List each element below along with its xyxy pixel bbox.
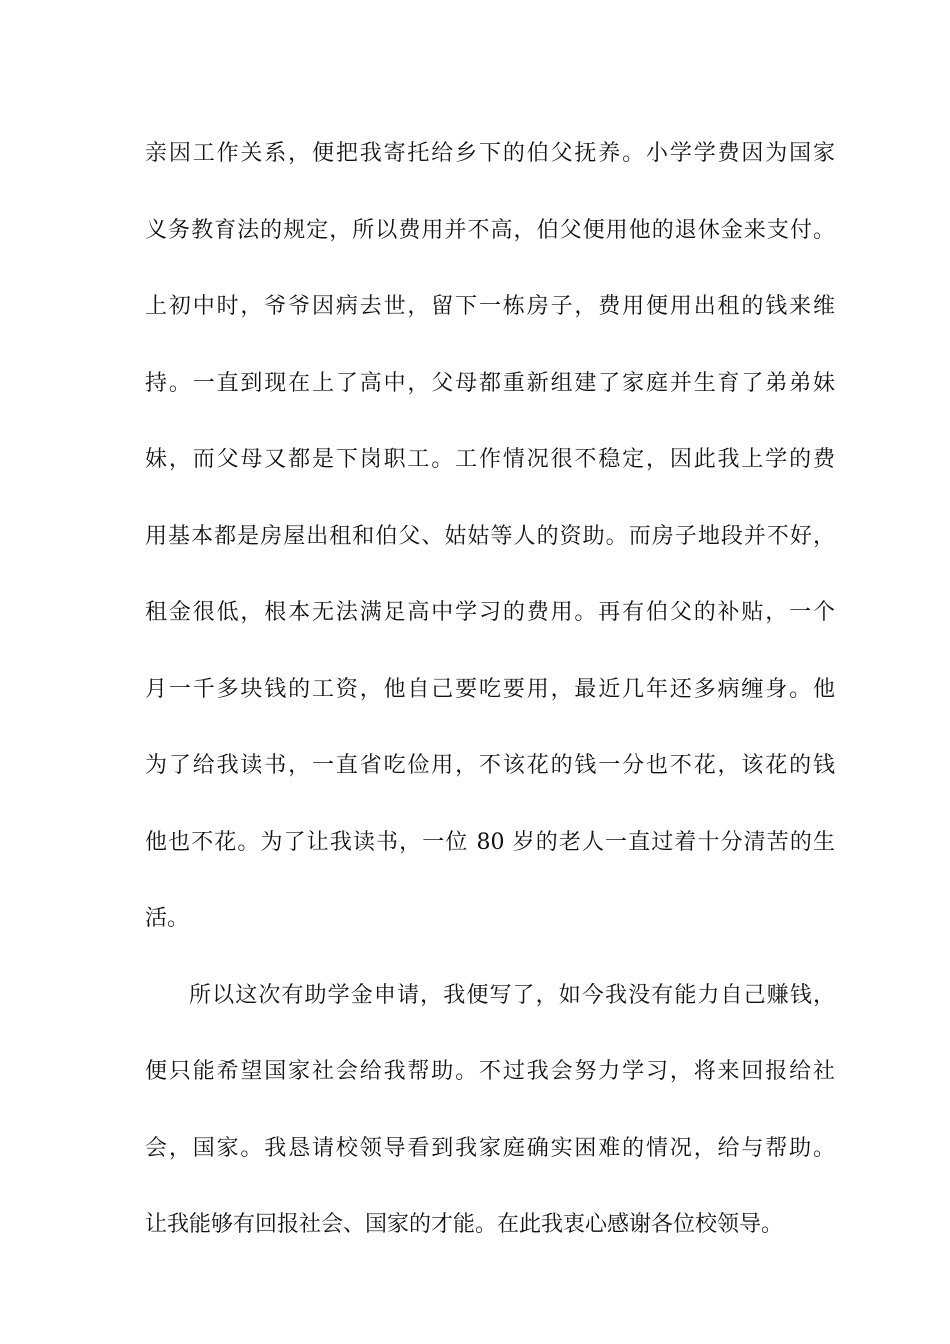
body-text xyxy=(145,132,835,1280)
text-line: 租金很低，根本无法满足高中学习的费用。再有伯父的补贴，一个 xyxy=(145,600,835,625)
text-line: 用基本都是房屋出租和伯父、姑姑等人的资助。而房子地段并不好， xyxy=(145,523,835,549)
text-line: 义务教育法的规定，所以费用并不高，伯父便用他的退休金来支付。 xyxy=(145,217,835,243)
text-line: 便只能希望国家社会给我帮助。不过我会努力学习，将来回报给社 xyxy=(145,1059,835,1084)
text-line: 他也不花。为了让我读书，一位 80 岁的老人一直过着十分清苦的生 xyxy=(145,829,835,855)
text-line: 持。一直到现在上了高中，父母都重新组建了家庭并生育了弟弟妹 xyxy=(145,370,835,396)
paragraph-end-line: 让我能够有回报社会、国家的才能。在此我衷心感谢各位校领导。 xyxy=(145,1212,784,1237)
text-line: 为了给我读书，一直省吃俭用，不该花的钱一分也不花，该花的钱 xyxy=(145,753,835,778)
text-line: 月一千多块钱的工资，他自己要吃要用，最近几年还多病缠身。他 xyxy=(145,676,835,702)
text-line: 上初中时，爷爷因病去世，留下一栋房子，费用便用出租的钱来维 xyxy=(145,294,835,319)
paragraph-start-line: 所以这次有助学金申请，我便写了，如今我没有能力自己赚钱， xyxy=(189,982,835,1008)
paragraph-end-line: 活。 xyxy=(145,906,190,931)
text-line: 亲因工作关系，便把我寄托给乡下的伯父抚养。小学学费因为国家 xyxy=(145,141,835,166)
text-line: 会，国家。我恳请校领导看到我家庭确实困难的情况，给与帮助。 xyxy=(145,1135,835,1161)
text-line: 妹，而父母又都是下岗职工。工作情况很不稳定，因此我上学的费 xyxy=(145,447,835,472)
